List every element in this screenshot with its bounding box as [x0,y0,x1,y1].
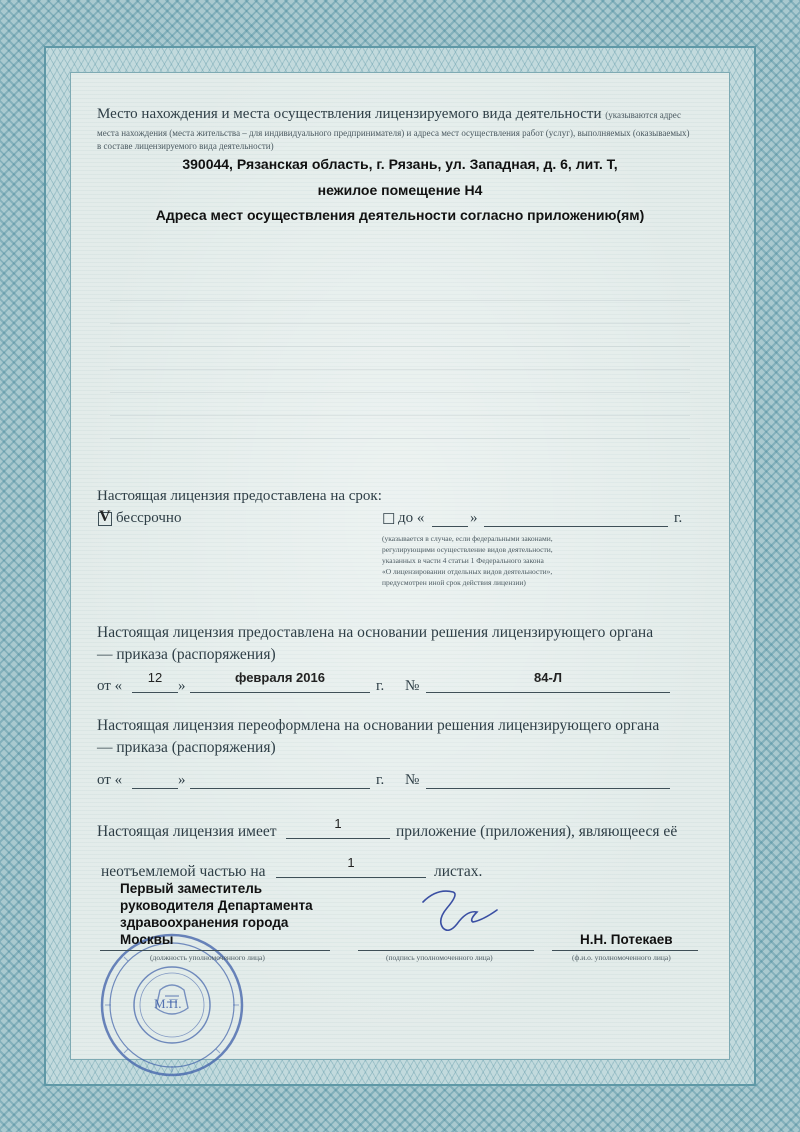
until-checkbox-icon: ☐ [382,512,396,528]
reissue-quote-close: » [178,772,186,788]
until-day-line [432,526,468,527]
appendix-has-prefix: Настоящая лицензия имеет [97,823,277,840]
reissue-number-line [426,788,670,789]
until-quote: » [470,510,478,526]
indefinite-label: бессрочно [116,510,182,526]
until-prefix: до « [398,510,425,526]
reissue-line-2: — приказа (распоряжения) [97,739,276,756]
appendix-sheets-suffix: листах. [434,863,483,880]
address-line-3: Адреса мест осуществления деятельности согласно приложению(ям) [155,207,645,223]
position-line: здравоохранения города [120,915,289,930]
basis-from-prefix: от « [97,678,123,694]
basis-number-sign: № [405,678,420,694]
appendix-count-line [286,838,390,839]
basis-number: 84-Л [534,670,562,685]
location-note-2: места нахождения (места жительства – для индивидуального предпринимателя) и адреса мест осуществления работ (услуг), выполняемых (оказываемых) [97,128,690,138]
basis-day: 12 [147,670,163,685]
seal-placeholder-mark: М.П. [154,996,182,1011]
name-caption: (ф.и.о. уполномоченного лица) [572,953,671,962]
name-line-rule [552,950,698,951]
term-note-line: регулирующими осуществление видов деятельности, [382,545,553,554]
until-date-line [484,526,668,527]
reissue-from-prefix: от « [97,772,123,788]
appendix-sheets-line [276,877,426,878]
basis-month-year: февраля 2016 [235,670,325,685]
position-line-rule [100,950,330,951]
appendix-has-suffix: приложение (приложения), являющееся её [396,823,678,840]
check-mark-icon: V [99,508,111,525]
reissue-number-sign: № [405,772,420,788]
position-line: руководителя Департамента [120,898,313,913]
signature-caption: (подпись уполномоченного лица) [386,953,493,962]
signatory-name: Н.Н. Потекаев [580,932,673,947]
basis-line-2: — приказа (распоряжения) [97,646,276,663]
term-title: Настоящая лицензия предоставлена на срок: [97,488,382,504]
term-note-line: предусмотрен иной срок действия лицензии) [382,578,526,587]
signatory-position [120,880,360,948]
appendix-sheets: 1 [347,855,355,870]
location-note-3: в составе лицензируемого вида деятельности) [97,141,274,151]
until-year-suffix: г. [674,510,683,526]
reissue-date-line [190,788,370,789]
handwritten-signature [415,880,505,940]
reissue-line-1: Настоящая лицензия переоформлена на основании решения лицензирующего органа [97,717,660,734]
term-note-line: «О лицензировании отдельных видов деятельности», [382,567,553,576]
reissue-day-line [132,788,178,789]
basis-day-line [132,692,178,693]
location-title: Место нахождения и места осуществления лицензируемого вида деятельности [97,106,602,122]
term-note-line: указанных в части 4 статьи 1 Федерального закона [382,556,544,565]
signature-line-rule [358,950,534,951]
basis-quote-close: » [178,678,186,694]
basis-number-line [426,692,670,693]
show-through-lines [110,300,690,461]
position-caption: (должность уполномоченного лица) [150,953,265,962]
appendix-count: 1 [334,816,342,831]
reissue-year-suffix: г. [376,772,385,788]
position-line: Первый заместитель [120,881,263,896]
location-heading [97,106,681,123]
term-note-line: (указывается в случае, если федеральными законами, [382,534,553,543]
position-line: Москвы [120,932,174,947]
basis-year-suffix: г. [376,678,385,694]
address-line-2: нежилое помещение Н4 [317,182,483,198]
address-line-1: 390044, Рязанская область, г. Рязань, ул. Западная, д. 6, лит. Т, [182,156,618,172]
appendix-sheets-prefix: неотъемлемой частью на [101,863,266,880]
basis-date-line [190,692,370,693]
basis-line-1: Настоящая лицензия предоставлена на основании решения лицензирующего органа [97,624,654,641]
location-note-1: (указываются адрес [605,110,682,120]
term-note [382,533,553,588]
